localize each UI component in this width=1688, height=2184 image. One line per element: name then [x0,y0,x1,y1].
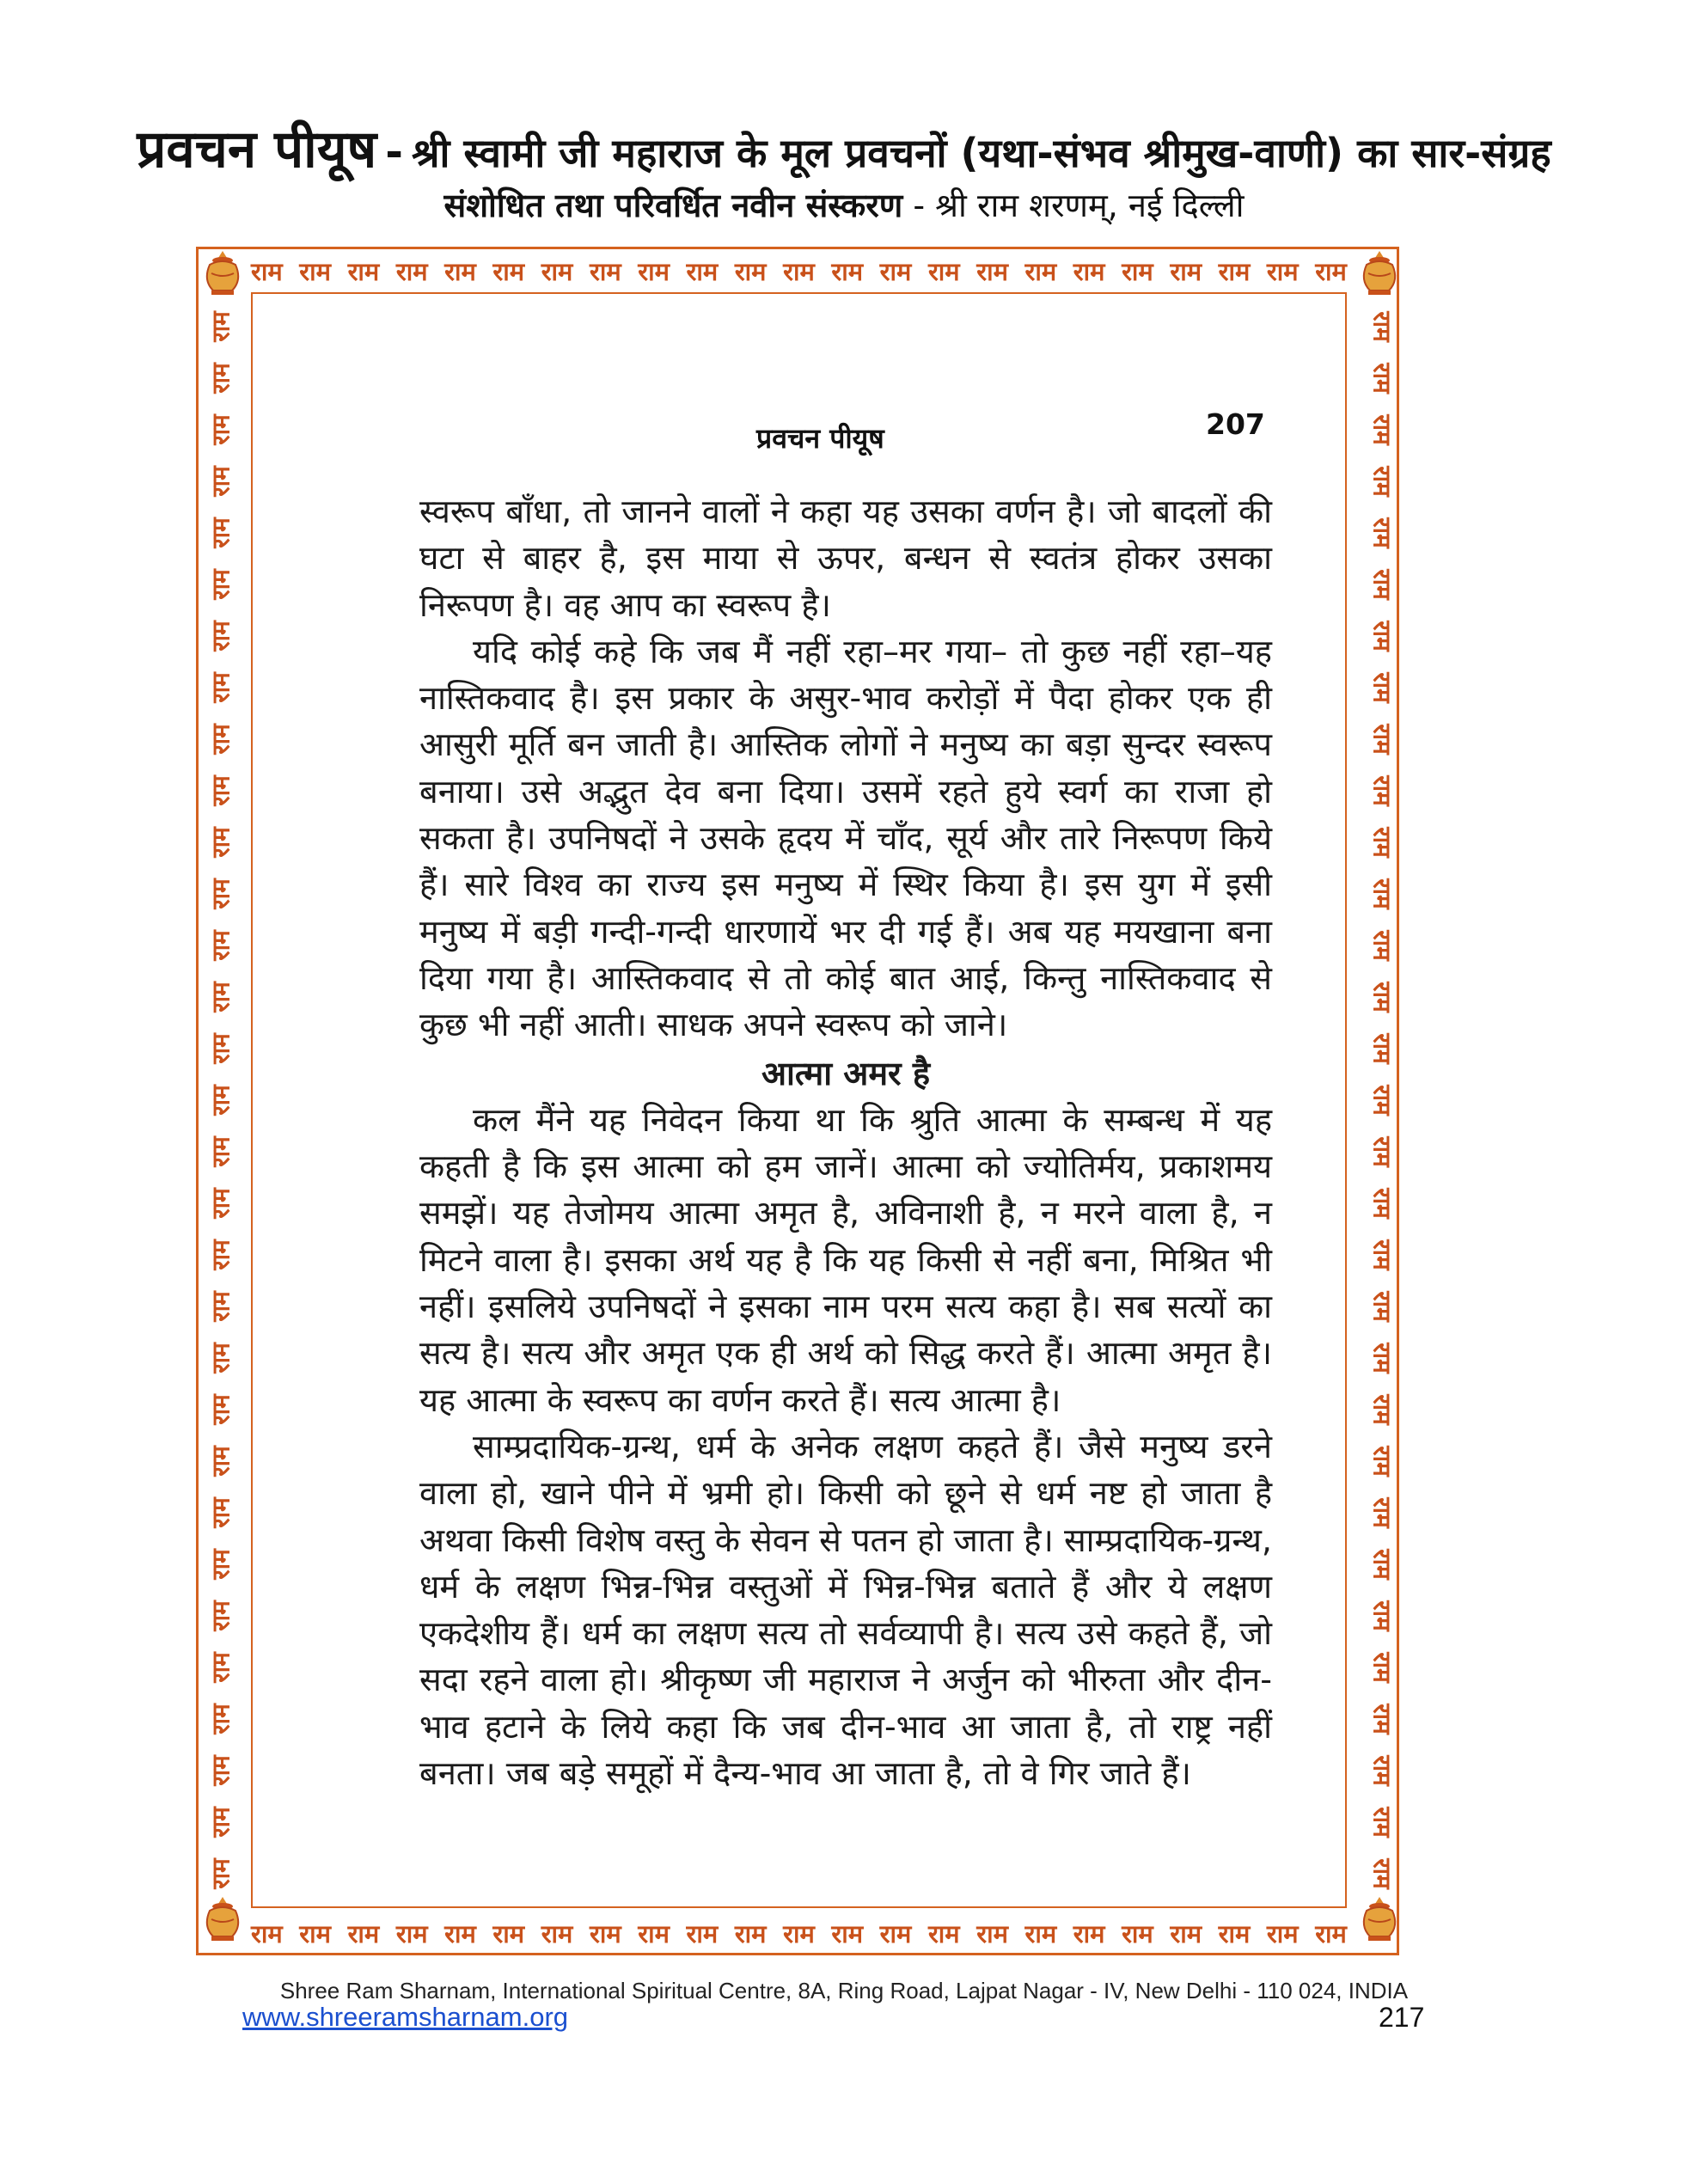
border-word: राम [879,256,912,286]
border-word: राम [1367,724,1397,755]
border-word: राम [734,1918,767,1948]
border-word: राम [206,311,235,342]
border-word: राम [1367,1652,1397,1683]
border-word: राम [1170,256,1202,286]
border-word: राम [1367,982,1397,1012]
border-word: राम [395,1918,428,1948]
border-word: राम [1315,256,1347,286]
border-word: राम [879,1918,912,1948]
border-word: राम [1367,414,1397,445]
border-word: राम [1367,1239,1397,1270]
border-word: राम [1266,1918,1299,1948]
border-word: राम [206,1652,235,1683]
border-word: राम [831,1918,864,1948]
border-word: राम [831,256,864,286]
kalash-icon [1358,1895,1401,1943]
border-word: राम [206,1704,235,1734]
border-word: राम [1367,1497,1397,1528]
border-word: राम [1367,1188,1397,1219]
border-word: राम [206,1239,235,1270]
border-word: राम [206,775,235,806]
border-word: राम [1218,256,1251,286]
scan-running-head: प्रवचन पीयूष [756,422,884,455]
border-word: राम [1315,1918,1347,1948]
border-word: राम [1367,1085,1397,1116]
border-word: राम [206,569,235,600]
border-word: राम [444,1918,476,1948]
border-word: राम [206,1085,235,1116]
paragraph: साम्प्रदायिक-ग्रन्थ, धर्म के अनेक लक्षण कहते हैं। जैसे मनुष्य डरने वाला हो, खाने पीने में भ्रमी हो। किसी को छूने से धर्म नष्ट हो जाता है अथवा किसी विशेष वस्तु के सेवन से पतन हो जाता है। साम्प्रदायिक-ग्रन्थ, धर्म के लक्षण भिन्न-भिन्न वस्तुओं में भिन्न-भिन्न बताते हैं और ये लक्षण एकदेशीय हैं। धर्म का लक्षण सत्य तो सर्वव्यापी है। सत्य उसे कहते हैं, जो सदा रहने वाला हो। श्रीकृष्ण जी महाराज ने अर्जुन को भीरुता और दीन-भाव हटाने के लिये कहा कि जब दीन-भाव आ जाता है, तो राष्ट्र नहीं बनता। जब बड़े समूहों में दैन्य-भाव आ जाता है, तो वे गिर जाते हैं। [419,1427,1272,1793]
border-word: राम [1367,363,1397,394]
website-link[interactable]: www.shreeramsharnam.org [242,2002,569,2032]
border-word: राम [541,256,573,286]
border-word: राम [1266,256,1299,286]
border-word: राम [1367,1600,1397,1631]
border-word: राम [395,256,428,286]
border-word: राम [1367,1446,1397,1477]
border-word: राम [206,621,235,652]
border-word: राम [347,256,380,286]
kalash-icon [1358,249,1401,297]
border-word: राम [206,930,235,961]
border-word: राम [541,1918,573,1948]
border-word: राम [1367,1807,1397,1838]
kalash-icon [201,249,244,297]
border-word: राम [1367,1858,1397,1889]
border-word: राम [251,1918,283,1948]
border-word: राम [1024,1918,1057,1948]
border-word: राम [206,1600,235,1631]
border-word: राम [1367,1291,1397,1322]
border-word: राम [1170,1918,1202,1948]
border-word: राम [686,1918,719,1948]
border-strip-top [251,251,1347,291]
border-word: राम [299,1918,331,1948]
border-word: राम [783,256,815,286]
title-separator: - [385,127,403,177]
border-word: राम [927,256,960,286]
border-word: राम [638,256,670,286]
border-word: राम [1367,1136,1397,1167]
border-word: राम [686,256,719,286]
border-word: राम [976,256,1008,286]
page-body [419,488,1272,1796]
border-word: राम [347,1918,380,1948]
border-word: राम [206,466,235,497]
paragraph: कल मैंने यह निवेदन किया था कि श्रुति आत्मा के सम्बन्ध में यह कहती है कि इस आत्मा को हम जानें। आत्मा को ज्योतिर्मय, प्रकाशमय समझें। यह तेजोमय आत्मा अमृत है, अविनाशी है, न मरने वाला है, न मिटने वाला है। इसका अर्थ यह है कि यह किसी से नहीं बना, मिश्रित भी नहीं। इसलिये उपनिषदों ने इसका नाम परम सत्य कहा है। सब सत्यों का सत्य है। सत्य और अमृत एक ही अर्थ को सिद्ध करते हैं। आत्मा अमृत है। यह आत्मा के स्वरूप का वर्णन करते हैं। सत्य आत्मा है। [419,1100,1272,1419]
border-word: राम [206,827,235,858]
edition-line [0,182,1688,227]
edition-rest: - श्री राम शरणम्, नई दिल्ली [913,187,1245,224]
border-word: राम [206,1858,235,1889]
section-heading: आत्मा अमर है [761,1054,930,1092]
border-word: राम [1367,1549,1397,1580]
border-word: राम [206,1446,235,1477]
border-word: राम [783,1918,815,1948]
border-word: राम [206,982,235,1012]
kalash-icon [201,1895,244,1943]
border-word: राम [589,1918,621,1948]
border-word: राम [206,1549,235,1580]
border-word: राम [206,1033,235,1064]
border-word: राम [206,672,235,703]
border-word: राम [1367,1343,1397,1373]
edition-bold: संशोधित तथा परिवर्धित नवीन संस्करण [443,187,903,224]
paragraph: यदि कोई कहे कि जब मैं नहीं रहा–मर गया– तो कुछ नहीं रहा–यह नास्तिकवाद है। इस प्रकार के असुर-भाव करोड़ों में पैदा होकर एक ही आसुरी मूर्ति बन जाती है। आस्तिक लोगों ने मनुष्य का बड़ा सुन्दर स्वरूप बनाया। उसे अद्भुत देव बना दिया। उसमें रहते हुये स्वर्ग का राजा हो सकता है। उपनिषदों ने उसके हृदय में चाँद, सूर्य और तारे निरूपण किये हैं। सारे विश्व का राज्य इस मनुष्य में स्थिर किया है। इस युग में इसी मनुष्य में बड़ी गन्दी-गन्दी धारणायें भर दी गई हैं। अब यह मयखाना बना दिया गया है। आस्तिकवाद से तो कोई बात आई, किन्तु नास्तिकवाद से कुछ भी नहीं आती। साधक अपने स्वरूप को जाने। [419,632,1272,1044]
scan-page-number: 207 [1206,407,1265,441]
border-word: राम [206,1291,235,1322]
border-word: राम [1024,256,1057,286]
border-word: राम [206,363,235,394]
border-strip-bottom [251,1913,1347,1953]
border-word: राम [1218,1918,1251,1948]
border-word: राम [206,724,235,755]
border-word: राम [492,1918,525,1948]
border-word: राम [1367,621,1397,652]
border-word: राम [638,1918,670,1948]
border-word: राम [589,256,621,286]
border-word: राम [976,1918,1008,1948]
border-word: राम [1367,1394,1397,1425]
title-main: प्रवचन पीयूष [137,119,377,180]
document-title [0,112,1688,182]
border-word: राम [927,1918,960,1948]
border-word: राम [206,1755,235,1786]
border-word: राम [206,878,235,909]
border-word: राम [206,1188,235,1219]
border-word: राम [206,517,235,548]
border-word: राम [206,1497,235,1528]
border-word: राम [206,1394,235,1425]
paragraph: स्वरूप बाँधा, तो जानने वालों ने कहा यह उसका वर्णन है। जो बादलों की घटा से बाहर है, इस माया से ऊपर, बन्धन से स्वतंत्र होकर उसका निरूपण है। वह आप का स्वरूप है। [419,492,1272,624]
footer-page-number: 217 [1379,2002,1425,2033]
border-word: राम [1367,517,1397,548]
border-word: राम [251,256,283,286]
border-word: राम [1367,311,1397,342]
border-word: राम [1367,775,1397,806]
border-word: राम [1367,1033,1397,1064]
border-word: राम [734,256,767,286]
title-subtitle: श्री स्वामी जी महाराज के मूल प्रवचनों (यथा-संभव श्रीमुख-वाणी) का सार-संग्रह [411,130,1551,176]
border-word: राम [1367,930,1397,961]
border-word: राम [206,1807,235,1838]
border-word: राम [206,414,235,445]
border-word: राम [1367,1755,1397,1786]
border-word: राम [1367,1704,1397,1734]
border-word: राम [299,256,331,286]
border-word: राम [1367,827,1397,858]
border-word: राम [444,256,476,286]
footer-address: Shree Ram Sharnam, International Spiritual Centre, 8A, Ring Road, Lajpat Nagar - IV, New Delhi - 110 024, INDIA [279,1978,1409,2004]
border-word: राम [1367,466,1397,497]
border-word: राम [492,256,525,286]
border-word: राम [1367,569,1397,600]
border-word: राम [1367,878,1397,909]
border-strip-right [1365,309,1399,1891]
border-word: राम [1073,256,1105,286]
border-word: राम [1073,1918,1105,1948]
border-word: राम [1367,672,1397,703]
border-word: राम [206,1343,235,1373]
border-word: राम [1122,1918,1153,1948]
border-word: राम [1122,256,1153,286]
border-word: राम [206,1136,235,1167]
border-strip-left [205,309,239,1891]
